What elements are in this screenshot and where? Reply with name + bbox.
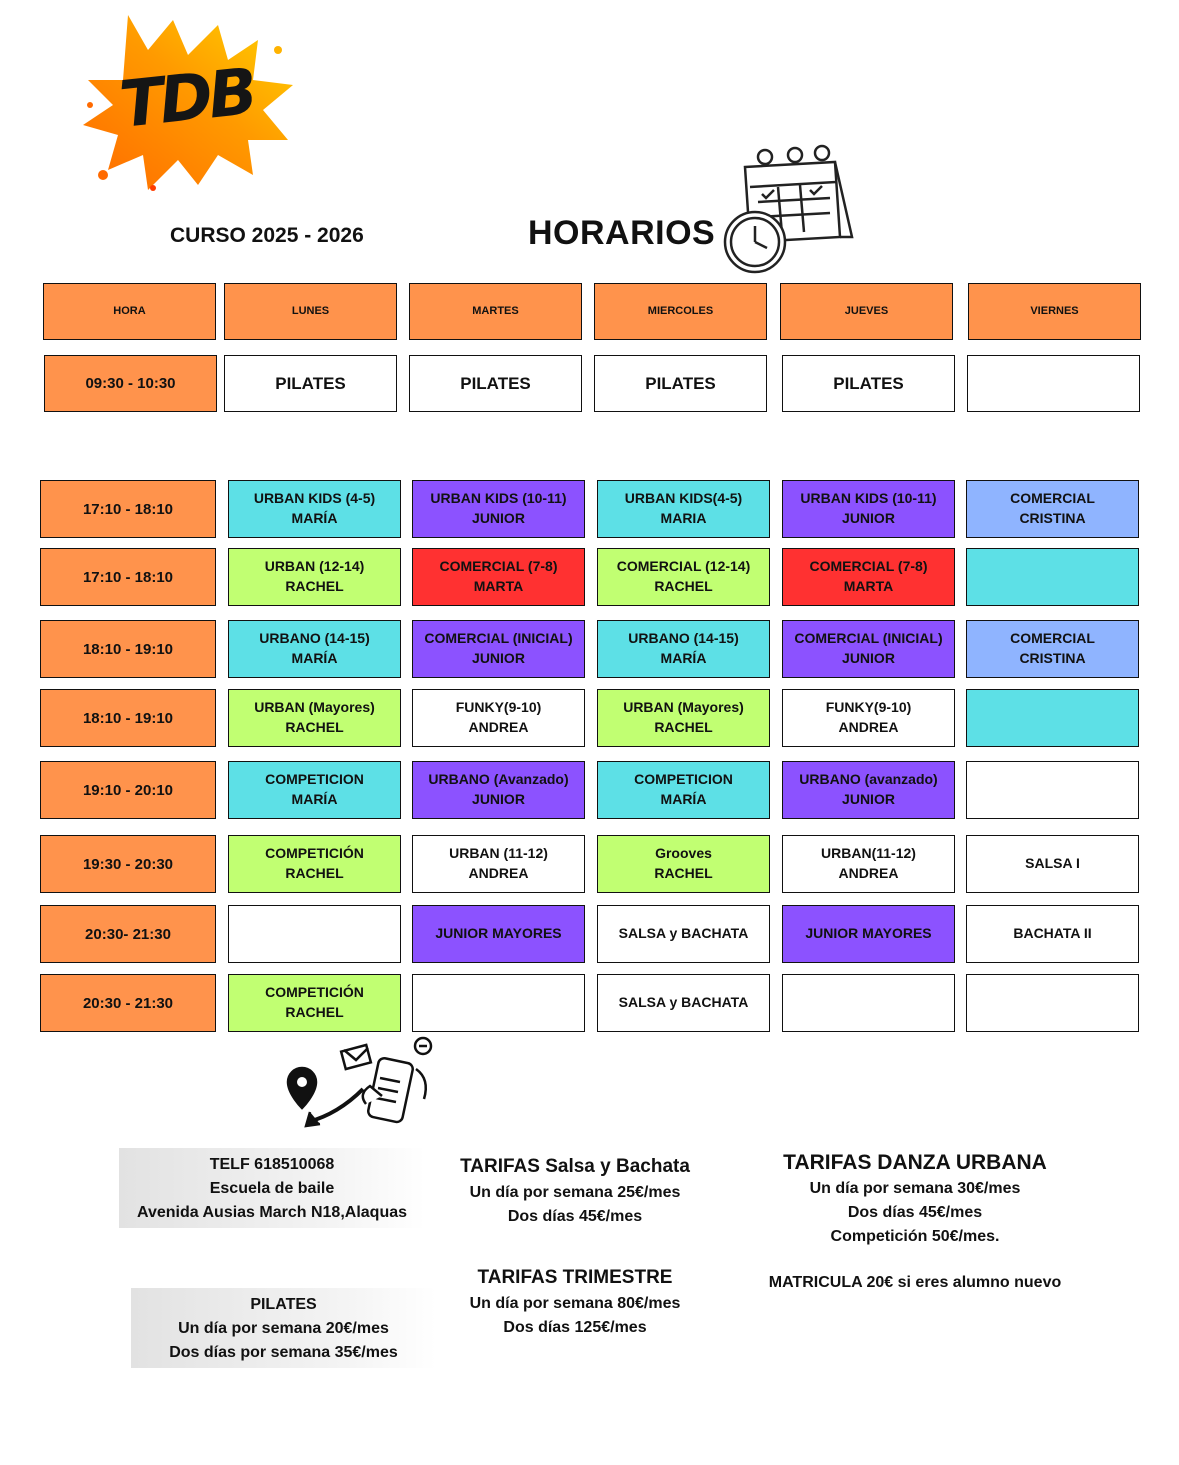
class-cell-viernes bbox=[966, 974, 1139, 1032]
class-cell-lunes bbox=[228, 905, 401, 963]
class-cell-miercoles-morning: PILATES bbox=[594, 355, 767, 412]
tarifas-salsa bbox=[455, 1153, 695, 1229]
time-slot: 17:10 - 18:10 bbox=[40, 480, 216, 538]
header-hora: HORA bbox=[43, 283, 216, 340]
class-cell-lunes: URBAN (Mayores) RACHEL bbox=[228, 689, 401, 747]
class-cell-viernes bbox=[966, 761, 1139, 819]
time-slot: 17:10 - 18:10 bbox=[40, 548, 216, 606]
class-cell-viernes bbox=[966, 689, 1139, 747]
time-slot: 19:30 - 20:30 bbox=[40, 835, 216, 893]
class-cell-miercoles: Grooves RACHEL bbox=[597, 835, 770, 893]
tarifas-urbana-one: Un día por semana 30€/mes bbox=[809, 1180, 1021, 1197]
class-cell-jueves: URBAN(11-12) ANDREA bbox=[782, 835, 955, 893]
class-cell-jueves-morning: PILATES bbox=[782, 355, 955, 412]
class-cell-miercoles: COMPETICION MARÍA bbox=[597, 761, 770, 819]
header-miercoles: MIERCOLES bbox=[594, 283, 767, 340]
header-viernes: VIERNES bbox=[968, 283, 1141, 340]
class-cell-jueves: FUNKY(9-10) ANDREA bbox=[782, 689, 955, 747]
pilates-price-two: Dos días por semana 35€/mes bbox=[169, 1344, 398, 1361]
class-cell-miercoles: URBAN KIDS(4-5) MARIA bbox=[597, 480, 770, 538]
tarifas-urbana-two: Dos días 45€/mes bbox=[847, 1204, 983, 1221]
tarifas-urbana-comp: Competición 50€/mes. bbox=[830, 1228, 1000, 1245]
class-cell-viernes: COMERCIAL CRISTINA bbox=[966, 620, 1139, 678]
contact-school: Escuela de baile bbox=[209, 1180, 335, 1197]
tarifas-salsa-title: TARIFAS Salsa y Bachata bbox=[460, 1156, 690, 1177]
contact-address: Avenida Ausias March N18,Alaquas bbox=[136, 1204, 408, 1221]
tarifas-trimestre-one: Un día por semana 80€/mes bbox=[469, 1295, 681, 1312]
time-slot: 20:30 - 21:30 bbox=[40, 974, 216, 1032]
class-cell-lunes: COMPETICION MARÍA bbox=[228, 761, 401, 819]
time-slot-morning: 09:30 - 10:30 bbox=[44, 355, 217, 412]
class-cell-viernes: SALSA I bbox=[966, 835, 1139, 893]
course-year: CURSO 2025 - 2026 bbox=[170, 224, 364, 247]
page-title: HORARIOS bbox=[528, 214, 716, 252]
tarifas-trimestre-title: TARIFAS TRIMESTRE bbox=[477, 1267, 673, 1288]
class-cell-miercoles: SALSA y BACHATA bbox=[597, 974, 770, 1032]
class-cell-lunes: COMPETICIÓN RACHEL bbox=[228, 974, 401, 1032]
class-cell-jueves: JUNIOR MAYORES bbox=[782, 905, 955, 963]
class-cell-viernes-morning bbox=[967, 355, 1140, 412]
time-slot: 18:10 - 19:10 bbox=[40, 689, 216, 747]
class-cell-martes-morning: PILATES bbox=[409, 355, 582, 412]
class-cell-jueves: COMERCIAL (INICIAL) JUNIOR bbox=[782, 620, 955, 678]
contact-phone: TELF 618510068 bbox=[209, 1156, 335, 1173]
pilates-price-one: Un día por semana 20€/mes bbox=[178, 1320, 389, 1337]
tarifas-urbana-title: TARIFAS DANZA URBANA bbox=[783, 1151, 1047, 1174]
class-cell-martes: URBANO (Avanzado) JUNIOR bbox=[412, 761, 585, 819]
class-cell-lunes: URBANO (14-15) MARÍA bbox=[228, 620, 401, 678]
tarifas-urbana bbox=[755, 1149, 1075, 1295]
class-cell-viernes: COMERCIAL CRISTINA bbox=[966, 480, 1139, 538]
class-cell-martes: JUNIOR MAYORES bbox=[412, 905, 585, 963]
class-cell-miercoles: URBANO (14-15) MARÍA bbox=[597, 620, 770, 678]
class-cell-lunes-morning: PILATES bbox=[224, 355, 397, 412]
class-cell-martes: FUNKY(9-10) ANDREA bbox=[412, 689, 585, 747]
class-cell-miercoles: COMERCIAL (12-14) RACHEL bbox=[597, 548, 770, 606]
class-cell-jueves: COMERCIAL (7-8) MARTA bbox=[782, 548, 955, 606]
class-cell-viernes bbox=[966, 548, 1139, 606]
class-cell-jueves: URBANO (avanzado) JUNIOR bbox=[782, 761, 955, 819]
header-lunes: LUNES bbox=[224, 283, 397, 340]
tarifas-trimestre-two: Dos días 125€/mes bbox=[503, 1319, 647, 1336]
class-cell-miercoles: URBAN (Mayores) RACHEL bbox=[597, 689, 770, 747]
class-cell-jueves: URBAN KIDS (10-11) JUNIOR bbox=[782, 480, 955, 538]
calendar-clock-icon bbox=[720, 142, 855, 277]
class-cell-lunes: URBAN KIDS (4-5) MARÍA bbox=[228, 480, 401, 538]
header-jueves: JUEVES bbox=[780, 283, 953, 340]
class-cell-martes: URBAN KIDS (10-11) JUNIOR bbox=[412, 480, 585, 538]
matricula-note: MATRICULA 20€ si eres alumno nuevo bbox=[768, 1274, 1062, 1291]
location-phone-icon bbox=[268, 1034, 438, 1134]
class-cell-lunes: COMPETICIÓN RACHEL bbox=[228, 835, 401, 893]
class-cell-miercoles: SALSA y BACHATA bbox=[597, 905, 770, 963]
class-cell-martes: COMERCIAL (INICIAL) JUNIOR bbox=[412, 620, 585, 678]
time-slot: 20:30- 21:30 bbox=[40, 905, 216, 963]
class-cell-jueves bbox=[782, 974, 955, 1032]
class-cell-viernes: BACHATA II bbox=[966, 905, 1139, 963]
pilates-prices-box bbox=[131, 1288, 436, 1368]
class-cell-martes: URBAN (11-12) ANDREA bbox=[412, 835, 585, 893]
class-cell-martes: COMERCIAL (7-8) MARTA bbox=[412, 548, 585, 606]
class-cell-martes bbox=[412, 974, 585, 1032]
tarifas-salsa-one: Un día por semana 25€/mes bbox=[469, 1184, 681, 1201]
header-martes: MARTES bbox=[409, 283, 582, 340]
tarifas-salsa-two: Dos días 45€/mes bbox=[507, 1208, 643, 1225]
time-slot: 18:10 - 19:10 bbox=[40, 620, 216, 678]
contact-box bbox=[119, 1148, 425, 1228]
logo-text: TDB bbox=[116, 55, 258, 143]
tdb-logo bbox=[78, 10, 298, 195]
class-cell-lunes: URBAN (12-14) RACHEL bbox=[228, 548, 401, 606]
tarifas-trimestre bbox=[455, 1264, 695, 1340]
pilates-title: PILATES bbox=[250, 1296, 317, 1313]
time-slot: 19:10 - 20:10 bbox=[40, 761, 216, 819]
